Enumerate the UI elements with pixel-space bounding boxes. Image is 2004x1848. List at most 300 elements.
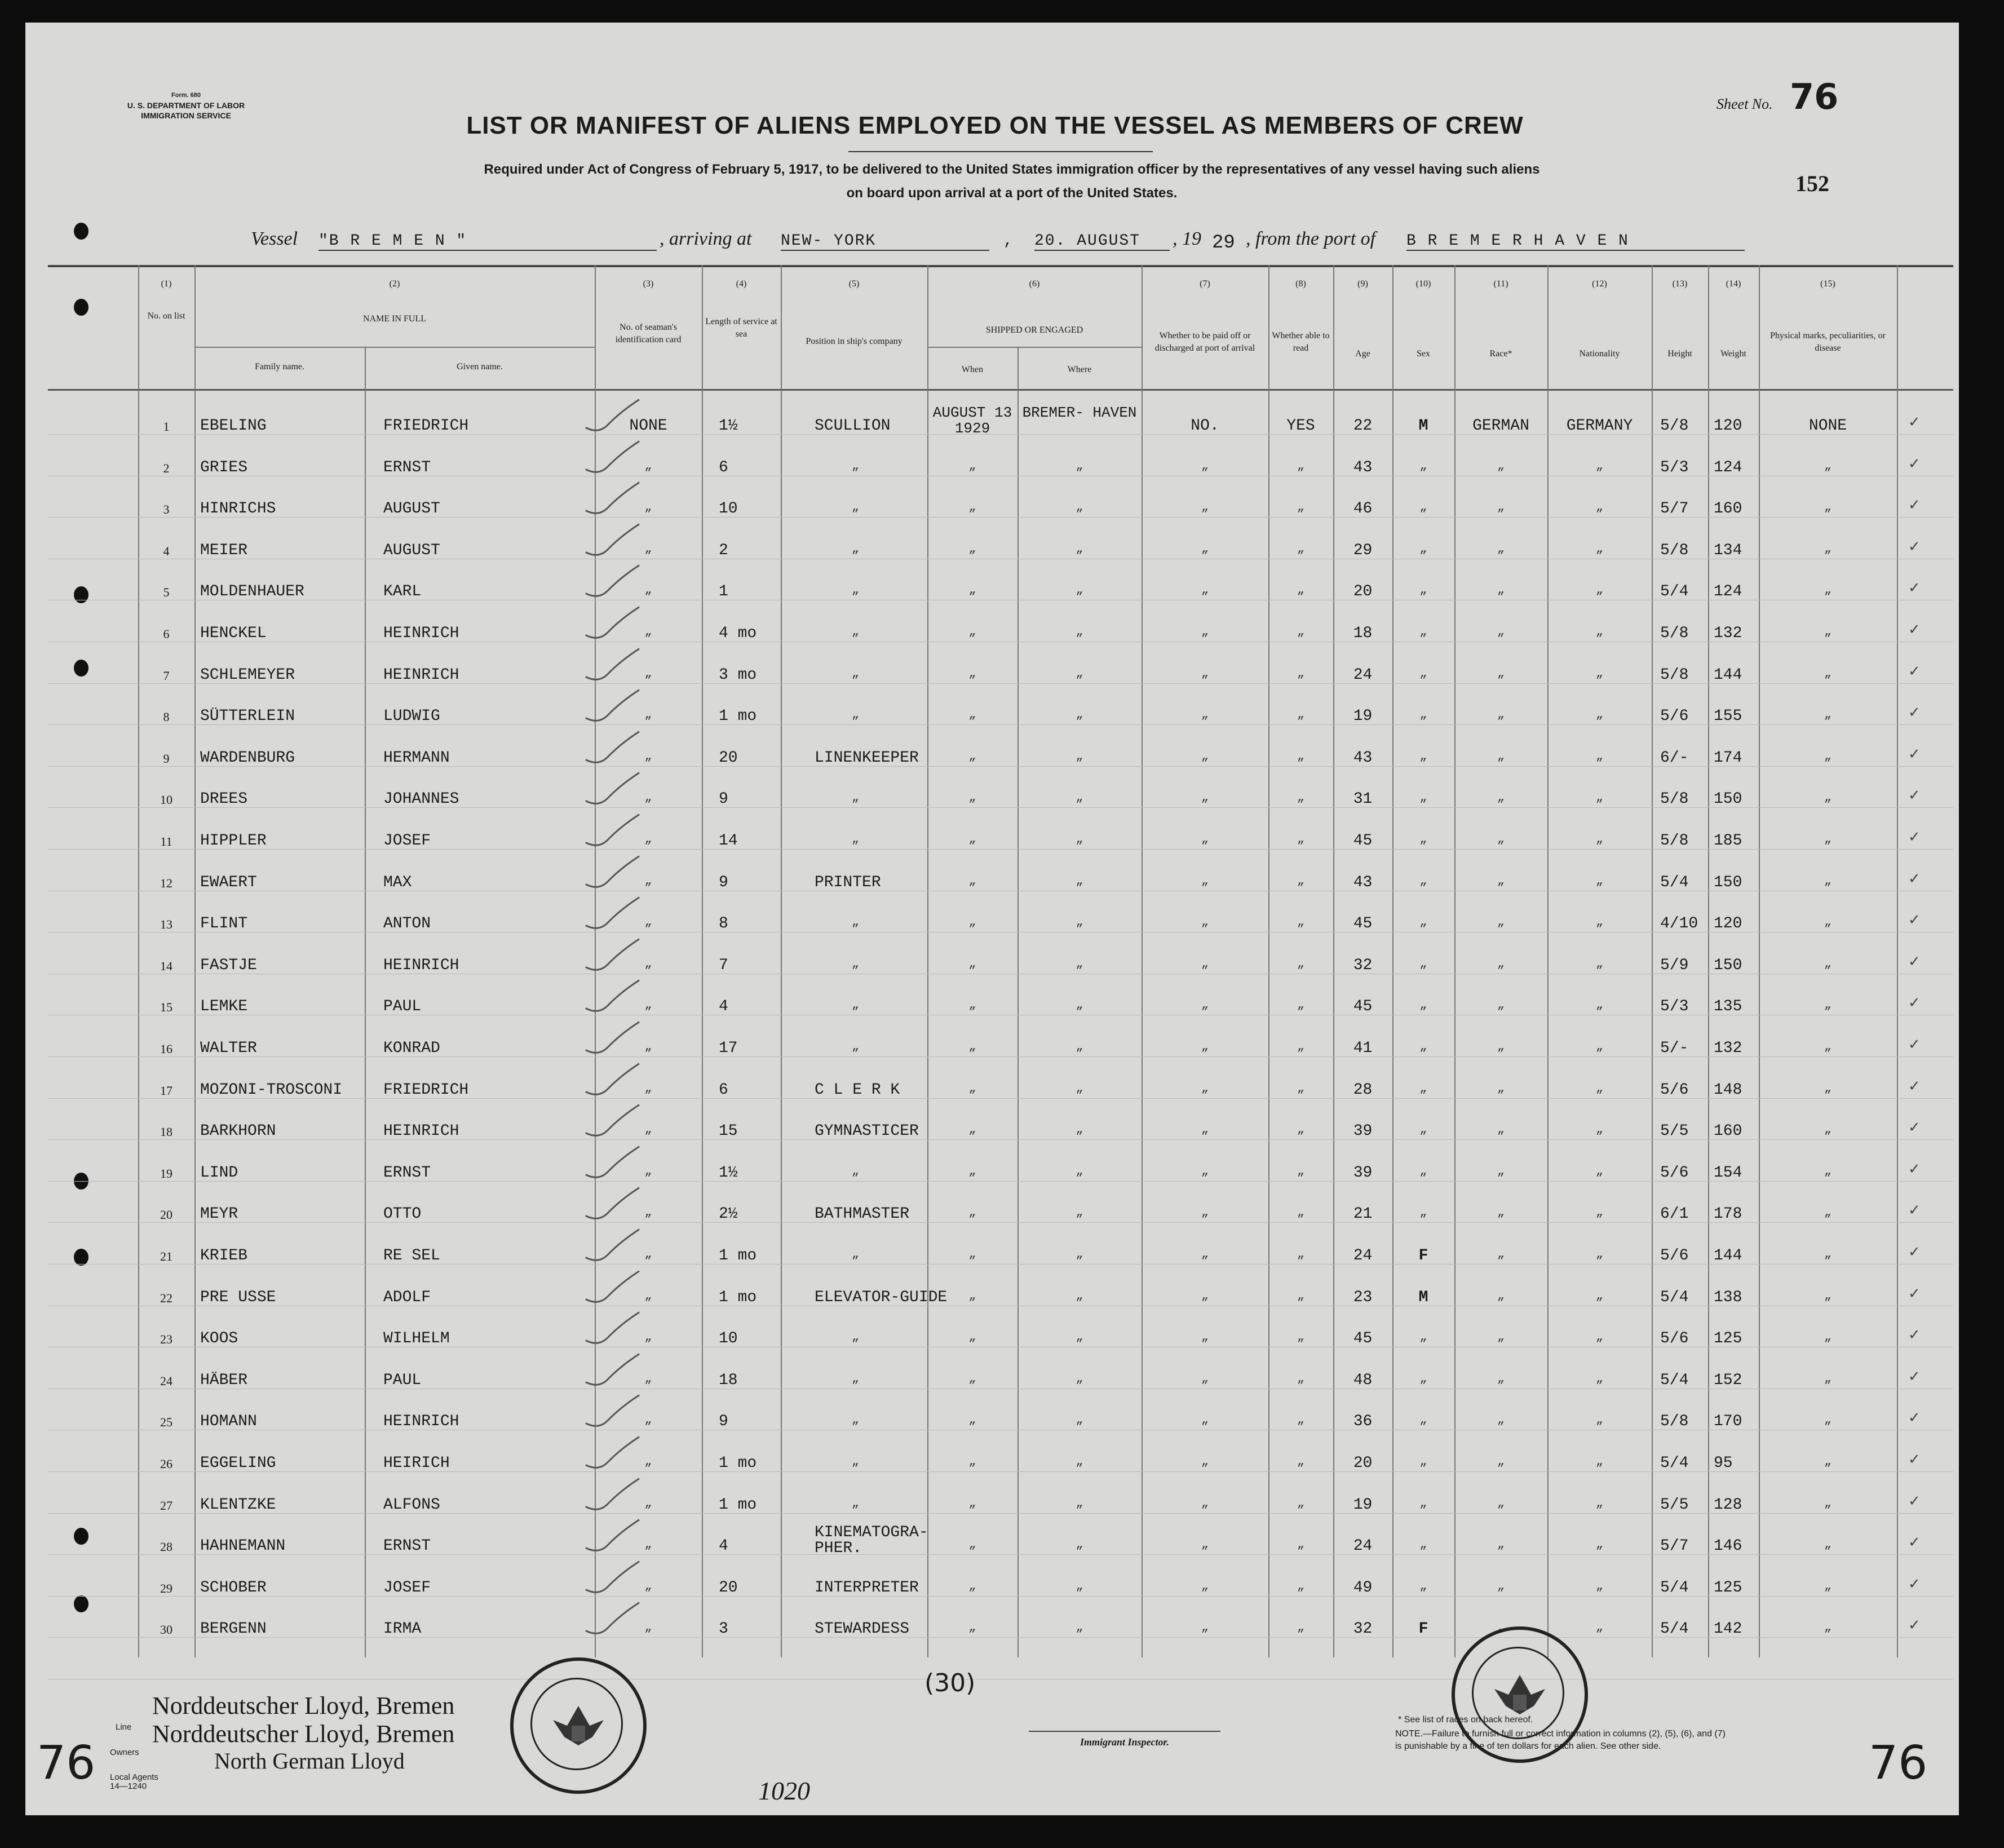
col-number: (7) (1200, 279, 1210, 289)
weight: 154 (1714, 1164, 1742, 1182)
ditto-mark: „ (1595, 1205, 1604, 1219)
position: GYMNASTICER (815, 1122, 919, 1140)
ditto-mark: „ (1297, 749, 1305, 763)
height: 5/4 (1660, 1372, 1689, 1389)
ditto-mark: „ (968, 1081, 976, 1095)
age: 31 (1353, 790, 1373, 808)
family-name: EWAERT (200, 874, 257, 891)
ditto-mark: „ (1595, 1289, 1604, 1303)
check-mark-icon (581, 936, 648, 982)
ditto-mark: „ (644, 1454, 652, 1469)
ditto-mark: „ (1297, 790, 1305, 804)
tick-icon: ✓ (1908, 746, 1921, 762)
length-of-service: 15 (719, 1122, 738, 1140)
family-name: SCHOBER (200, 1579, 267, 1597)
ditto-mark: „ (1824, 1579, 1832, 1593)
row-number: 12 (160, 876, 172, 890)
check-mark-icon (581, 563, 648, 608)
arrival-date: 20. AUGUST (1034, 232, 1170, 251)
length-of-service: 9 (719, 790, 728, 808)
family-name: KLENTZKE (200, 1496, 276, 1514)
weight: 138 (1714, 1289, 1742, 1306)
subtitle (279, 158, 1745, 205)
ditto-mark: „ (1595, 1081, 1604, 1095)
ditto-mark: „ (1419, 1413, 1427, 1427)
height: 5/4 (1660, 1289, 1689, 1306)
ditto-mark: „ (1201, 1372, 1209, 1386)
ditto-mark: „ (1419, 1330, 1427, 1344)
ditto-mark: „ (1824, 1205, 1832, 1219)
ditto-mark: „ (1497, 583, 1505, 597)
local-agents-label (110, 1773, 158, 1791)
ditto-mark: „ (644, 1122, 652, 1137)
col-number: (4) (736, 279, 747, 289)
given-name: JOHANNES (383, 790, 459, 808)
ditto-mark: „ (644, 1330, 652, 1344)
row-number: 3 (163, 502, 170, 516)
arrival-date-sep: , (1003, 232, 1014, 250)
height: 5/3 (1660, 998, 1689, 1015)
col-header-length: Length of service at sea (705, 317, 777, 339)
col-number: (6) (1029, 279, 1040, 289)
height: 5/5 (1660, 1496, 1689, 1514)
tick-icon: ✓ (1908, 663, 1921, 679)
tick-icon: ✓ (1908, 704, 1921, 720)
col-number: (8) (1295, 279, 1306, 289)
check-mark-icon (581, 729, 648, 775)
given-name: ADOLF (383, 1289, 431, 1306)
ditto-mark: „ (1201, 1454, 1209, 1469)
ditto-mark: „ (851, 625, 860, 639)
ditto-mark: „ (1824, 583, 1832, 597)
consulate-seal (510, 1657, 647, 1794)
ditto-mark: „ (644, 1413, 652, 1427)
col-number: (2) (389, 279, 400, 289)
paid-off: NO. (1191, 417, 1219, 435)
height: 5/7 (1660, 1537, 1689, 1555)
vessel-name: "B R E M E N " (318, 232, 657, 251)
legal-note (1395, 1728, 1790, 1753)
ditto-mark: „ (851, 459, 860, 473)
shipped-when: AUGUST 13 1929 (932, 404, 1012, 437)
given-name: RE SEL (383, 1247, 440, 1265)
check-mark-icon (581, 1517, 648, 1563)
col-header-age: Age (1355, 349, 1370, 359)
height: 5/8 (1660, 417, 1689, 435)
ditto-mark: „ (644, 1247, 652, 1261)
ditto-mark: „ (1824, 1122, 1832, 1137)
ditto-mark: „ (1497, 1122, 1505, 1137)
ditto-mark: „ (1497, 1579, 1505, 1593)
ditto-mark: „ (1297, 542, 1305, 556)
family-name: HAHNEMANN (200, 1537, 286, 1555)
col-divider (1652, 265, 1653, 1657)
tick-icon: ✓ (1908, 1119, 1921, 1135)
length-of-service: 3 (719, 1620, 728, 1638)
tick-icon: ✓ (1908, 621, 1921, 638)
ditto-mark: „ (1201, 874, 1209, 888)
ditto-mark: „ (1076, 1537, 1083, 1551)
ditto-mark: „ (1297, 998, 1305, 1012)
check-mark-icon (581, 770, 648, 816)
line-label: Line (116, 1722, 132, 1732)
ditto-mark: „ (1297, 1413, 1305, 1427)
col-divider (1897, 265, 1898, 1657)
age: 28 (1353, 1081, 1373, 1099)
family-name: BERGENN (200, 1620, 267, 1638)
length-of-service: 10 (719, 1330, 738, 1347)
family-name: FASTJE (200, 957, 257, 974)
col-header-nationality: Nationality (1579, 349, 1620, 359)
height: 5/8 (1660, 1413, 1689, 1430)
ditto-mark: „ (1076, 915, 1083, 929)
ditto-mark: „ (851, 790, 860, 804)
arrival-port: NEW- YORK (781, 232, 989, 251)
ditto-mark: „ (968, 625, 976, 639)
given-name: ERNST (383, 459, 431, 476)
ditto-mark: „ (851, 583, 860, 597)
ditto-mark: „ (851, 1040, 860, 1054)
weight: 128 (1714, 1496, 1742, 1514)
length-of-service: 7 (719, 957, 728, 974)
check-mark-icon (581, 604, 648, 650)
col-header-physical: Physical marks, peculiarities, or disease (1770, 331, 1886, 353)
ditto-mark: „ (1201, 1537, 1209, 1551)
family-name: WALTER (200, 1040, 257, 1057)
ditto-mark: „ (1201, 500, 1209, 514)
legal-note-line-1: NOTE.—Failure to furnish full or correct information in columns (2), (5), (6), and (7) (1395, 1729, 1726, 1739)
ditto-mark: „ (1201, 749, 1209, 763)
ditto-mark: „ (1824, 1496, 1832, 1510)
sheet-no-label: Sheet No. (1717, 96, 1773, 112)
col-header-position: Position in ship's company (806, 337, 903, 346)
tick-icon: ✓ (1908, 1576, 1921, 1592)
ditto-mark: „ (1595, 998, 1604, 1012)
ditto-mark: „ (1419, 500, 1427, 514)
tick-icon: ✓ (1908, 497, 1921, 513)
ditto-mark: „ (1497, 1413, 1505, 1427)
length-of-service: 1 mo (719, 1454, 757, 1472)
ditto-mark: „ (968, 832, 976, 846)
row-number: 1 (163, 419, 170, 434)
ditto-mark: „ (1824, 1081, 1832, 1095)
col-header-race: Race* (1489, 349, 1512, 359)
family-name: BARKHORN (200, 1122, 276, 1140)
family-name: SCHLEMEYER (200, 666, 295, 684)
ditto-mark: „ (1497, 542, 1505, 556)
ditto-mark: „ (1419, 1537, 1427, 1551)
ditto-mark: „ (1419, 1081, 1427, 1095)
check-mark-icon (581, 895, 648, 940)
weight: 148 (1714, 1081, 1742, 1099)
height: 5/6 (1660, 1330, 1689, 1347)
family-name: HOMANN (200, 1413, 257, 1430)
ditto-mark: „ (644, 625, 652, 639)
age: 20 (1353, 1454, 1373, 1472)
department: U. S. DEPARTMENT OF LABOR (127, 101, 245, 110)
length-of-service: 9 (719, 1413, 728, 1430)
sheet-number-left: 76 (37, 1736, 96, 1790)
length-of-service: 2½ (719, 1205, 738, 1223)
ditto-mark: „ (1076, 1205, 1083, 1219)
ditto-mark: „ (968, 1537, 976, 1551)
ditto-mark: „ (1824, 1164, 1832, 1178)
row-number: 5 (163, 585, 170, 599)
given-name: FRIEDRICH (383, 417, 469, 435)
ditto-mark: „ (1076, 790, 1083, 804)
sex: F (1418, 1620, 1428, 1638)
length-of-service: 4 mo (719, 625, 757, 642)
check-mark-icon (581, 1268, 648, 1314)
age: 20 (1353, 583, 1373, 600)
check-mark-icon (581, 480, 648, 525)
height: 5/4 (1660, 1454, 1689, 1472)
given-name: KARL (383, 583, 422, 600)
ditto-mark: „ (1824, 1040, 1832, 1054)
ditto-mark: „ (1419, 1164, 1427, 1178)
punch-hole (74, 299, 89, 316)
ditto-mark: „ (1076, 1496, 1083, 1510)
punch-hole (74, 586, 89, 603)
ditto-mark: „ (1419, 583, 1427, 597)
ditto-mark: „ (1595, 874, 1604, 888)
weight: 134 (1714, 542, 1742, 559)
age: 46 (1353, 500, 1373, 518)
ditto-mark: „ (1824, 708, 1832, 722)
ditto-mark: „ (1419, 1122, 1427, 1137)
race: GERMAN (1472, 417, 1529, 435)
ditto-mark: „ (1497, 998, 1505, 1012)
ditto-mark: „ (1595, 708, 1604, 722)
ditto-mark: „ (1297, 1579, 1305, 1593)
length-of-service: 17 (719, 1040, 738, 1057)
length-of-service: 1½ (719, 1164, 738, 1182)
ditto-mark: „ (1824, 1247, 1832, 1261)
ditto-mark: „ (1497, 1040, 1505, 1054)
sex: M (1418, 1289, 1428, 1306)
ditto-mark: „ (1419, 625, 1427, 639)
length-of-service: 4 (719, 998, 728, 1015)
check-mark-icon (581, 646, 648, 692)
tick-icon: ✓ (1908, 1451, 1921, 1467)
header-bottom-border (48, 389, 1953, 391)
length-of-service: 14 (719, 832, 738, 850)
check-mark-icon (581, 687, 648, 733)
given-name: PAUL (383, 998, 422, 1015)
ditto-mark: „ (1201, 583, 1209, 597)
age: 45 (1353, 998, 1373, 1015)
ditto-mark: „ (1076, 666, 1083, 680)
col-divider (194, 265, 196, 1657)
ditto-mark: „ (851, 832, 860, 846)
ditto-mark: „ (1595, 500, 1604, 514)
height: 5/4 (1660, 1620, 1689, 1638)
family-name: MOZONI-TROSCONI (200, 1081, 343, 1099)
row-number: 20 (160, 1208, 172, 1222)
given-name: KONRAD (383, 1040, 440, 1057)
ditto-mark: „ (1201, 915, 1209, 929)
height: 5/6 (1660, 708, 1689, 725)
check-mark-icon (581, 1019, 648, 1065)
weight: 170 (1714, 1413, 1742, 1430)
position: ELEVATOR-GUIDE (815, 1289, 948, 1306)
owners-stamp: Norddeutscher Lloyd, Bremen (152, 1720, 455, 1748)
ditto-mark: „ (644, 832, 652, 846)
ditto-mark: „ (1595, 666, 1604, 680)
sex: M (1418, 417, 1428, 435)
given-name: HEINRICH (383, 625, 459, 642)
col-divider (365, 347, 366, 1657)
check-mark-icon (581, 1185, 648, 1231)
tick-icon: ✓ (1908, 994, 1921, 1011)
ditto-mark: „ (851, 957, 860, 971)
ditto-mark: „ (1201, 1205, 1209, 1219)
age: 32 (1353, 957, 1373, 974)
from-port-label: , from the port of (1246, 228, 1376, 249)
ditto-mark: „ (1297, 1040, 1305, 1054)
ditto-mark: „ (1595, 1620, 1604, 1634)
ditto-mark: „ (1297, 583, 1305, 597)
col-number: (14) (1726, 279, 1741, 289)
sheet-number: 76 (1790, 76, 1839, 117)
ditto-mark: „ (1201, 790, 1209, 804)
ditto-mark: „ (851, 915, 860, 929)
weight: 185 (1714, 832, 1742, 850)
col-number: (1) (161, 279, 172, 289)
family-name: DREES (200, 790, 248, 808)
ditto-mark: „ (1497, 1081, 1505, 1095)
given-name: AUGUST (383, 500, 440, 518)
check-mark-icon (581, 1102, 648, 1148)
ditto-mark: „ (1076, 459, 1083, 473)
ditto-mark: „ (644, 1579, 652, 1593)
height: 5/4 (1660, 583, 1689, 600)
length-of-service: 1 mo (719, 1496, 757, 1514)
ditto-mark: „ (1824, 749, 1832, 763)
age: 21 (1353, 1205, 1373, 1223)
ditto-mark: „ (968, 957, 976, 971)
family-name: EGGELING (200, 1454, 276, 1472)
ditto-mark: „ (851, 1247, 860, 1261)
col-header-no: No. on list (147, 311, 185, 321)
ditto-mark: „ (1595, 1496, 1604, 1510)
ditto-mark: „ (1497, 1537, 1505, 1551)
height: 5/- (1660, 1040, 1689, 1057)
row-number: 26 (160, 1457, 172, 1471)
row-number: 29 (160, 1581, 172, 1595)
ditto-mark: „ (1201, 666, 1209, 680)
ditto-mark: „ (1201, 1247, 1209, 1261)
row-number: 13 (160, 917, 172, 931)
height: 5/5 (1660, 1122, 1689, 1140)
age: 29 (1353, 542, 1373, 559)
ditto-mark: „ (644, 957, 652, 971)
age: 39 (1353, 1122, 1373, 1140)
given-name: HEINRICH (383, 666, 459, 684)
check-mark-icon (581, 1144, 648, 1190)
ditto-mark: „ (1824, 1537, 1832, 1551)
family-name: FLINT (200, 915, 248, 932)
age: 43 (1353, 749, 1373, 767)
row-number: 2 (163, 461, 170, 475)
ditto-mark: „ (644, 542, 652, 556)
given-name: WILHELM (383, 1330, 450, 1347)
ditto-mark: „ (644, 1081, 652, 1095)
height: 5/4 (1660, 874, 1689, 891)
punch-hole (74, 1249, 89, 1266)
ditto-mark: „ (644, 874, 652, 888)
position: STEWARDESS (815, 1620, 910, 1638)
tick-icon: ✓ (1908, 1409, 1921, 1426)
ditto-mark: „ (1595, 625, 1604, 639)
position: C L E R K (815, 1081, 900, 1099)
height: 5/8 (1660, 790, 1689, 808)
length-of-service: 3 mo (719, 666, 757, 684)
ditto-mark: „ (1824, 998, 1832, 1012)
ditto-mark: „ (1201, 998, 1209, 1012)
tick-icon: ✓ (1908, 1161, 1921, 1177)
ditto-mark: „ (1419, 998, 1427, 1012)
punch-hole (74, 660, 89, 677)
ditto-mark: „ (1297, 666, 1305, 680)
ditto-mark: „ (968, 1413, 976, 1427)
length-of-service: 9 (719, 874, 728, 891)
title-rule (848, 151, 1153, 152)
weight: 124 (1714, 459, 1742, 476)
position: KINEMATOGRA- PHER. (815, 1524, 928, 1557)
age: 24 (1353, 666, 1373, 684)
height: 4/10 (1660, 915, 1698, 932)
arriving-label: , arriving at (660, 228, 752, 249)
ditto-mark: „ (1497, 1620, 1505, 1634)
ditto-mark: „ (968, 1579, 976, 1593)
agents-stamp: North German Lloyd (214, 1748, 405, 1774)
ditto-mark: „ (1824, 666, 1832, 680)
given-name: HEINRICH (383, 1122, 459, 1140)
ditto-mark: „ (644, 1164, 652, 1178)
given-name: IRMA (383, 1620, 422, 1638)
given-name: HERMANN (383, 749, 450, 767)
ditto-mark: „ (1824, 1289, 1832, 1303)
ditto-mark: „ (1419, 1372, 1427, 1386)
ditto-mark: „ (1297, 915, 1305, 929)
tick-icon: ✓ (1908, 1534, 1921, 1550)
given-name: HEIRICH (383, 1454, 450, 1472)
ditto-mark: „ (1497, 1164, 1505, 1178)
ditto-mark: „ (1497, 459, 1505, 473)
height: 5/8 (1660, 832, 1689, 850)
ditto-mark: „ (968, 1372, 976, 1386)
length-of-service: 20 (719, 749, 738, 767)
ditto-mark: „ (1497, 500, 1505, 514)
weight: 135 (1714, 998, 1742, 1015)
ditto-mark: „ (1076, 832, 1083, 846)
table-top-border (48, 265, 1953, 267)
row-number: 6 (163, 627, 170, 641)
handwritten-number: 1020 (758, 1776, 810, 1805)
ditto-mark: „ (1076, 957, 1083, 971)
length-of-service: 4 (719, 1537, 728, 1555)
ditto-mark: „ (1824, 542, 1832, 556)
tick-icon: ✓ (1908, 1036, 1921, 1053)
ditto-mark: „ (1595, 915, 1604, 929)
check-mark-icon (581, 1600, 648, 1646)
position: LINENKEEPER (815, 749, 919, 767)
row-number: 22 (160, 1291, 172, 1305)
ditto-mark: „ (1076, 708, 1083, 722)
ditto-mark: „ (1595, 1164, 1604, 1178)
ditto-mark: „ (1201, 459, 1209, 473)
